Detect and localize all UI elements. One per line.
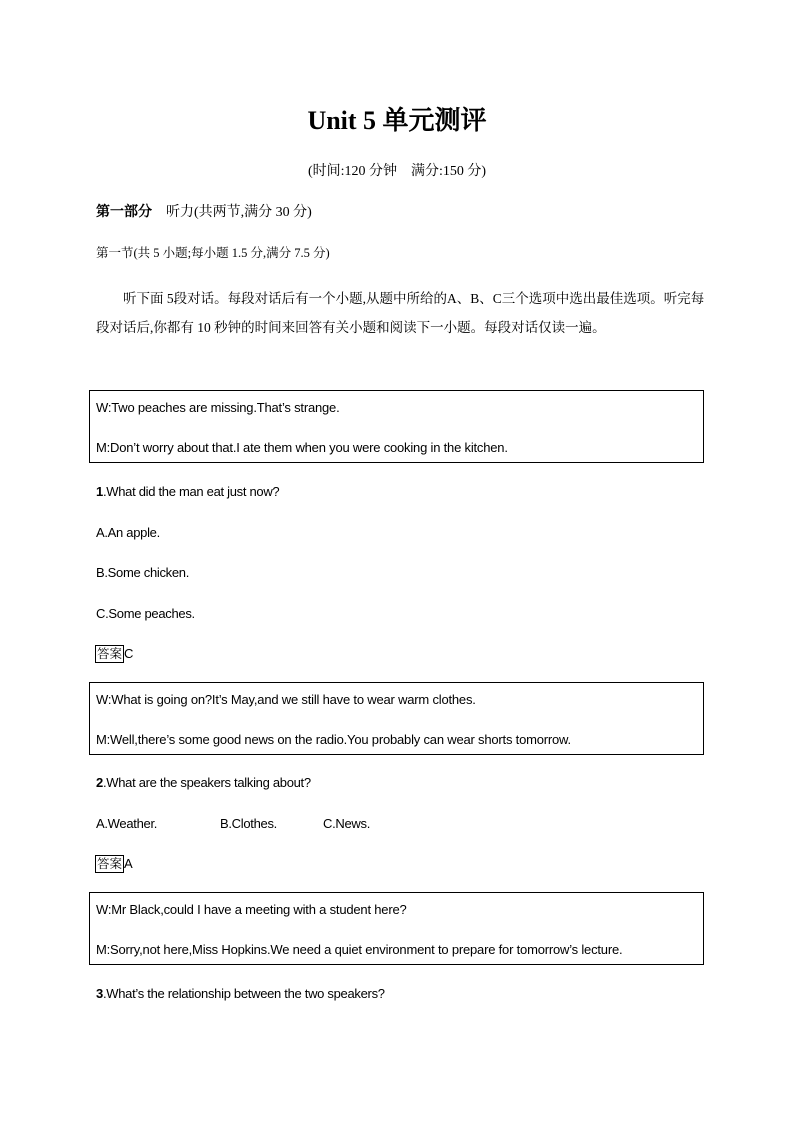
part-heading: [96, 203, 312, 223]
answer-tag: 答案: [97, 856, 123, 871]
answer-value: A: [124, 856, 133, 871]
option-c: C.Some peaches.: [96, 606, 195, 621]
question-text: .What’s the relationship between the two speakers?: [102, 986, 385, 1001]
part-description: 听力(共两节,满分 30 分): [166, 205, 312, 220]
dialogue-line: W:Mr Black,could I have a meeting with a student here?: [96, 902, 407, 917]
instructions: [96, 284, 708, 342]
section-heading: 第一节(共 5 小题;每小题 1.5 分,满分 7.5 分): [96, 246, 330, 260]
dialogue-box-1: [89, 390, 704, 463]
question-2: [96, 774, 311, 792]
dialogue-line: M:Don’t worry about that.I ate them when you were cooking in the kitchen.: [96, 440, 508, 455]
answer-value: C: [124, 646, 134, 661]
question-text: .What did the man eat just now?: [102, 484, 280, 499]
question-number: 3: [96, 986, 103, 1001]
question-1: [96, 483, 279, 501]
question-text: .What are the speakers talking about?: [102, 775, 311, 790]
dialogue-line: W:Two peaches are missing.That’s strange.: [96, 400, 340, 415]
dialogue-line: M:Sorry,not here,Miss Hopkins.We need a quiet environment to prepare for tomorrow’s lecture.: [96, 942, 623, 957]
option-c: C.News.: [323, 816, 371, 831]
option-b: B.Some chicken.: [96, 565, 190, 580]
dialogue-line: M:Well,there’s some good news on the radio.You probably can wear shorts tomorrow.: [96, 732, 571, 747]
question-number: 1: [96, 484, 103, 499]
dialogue-line: W:What is going on?It’s May,and we still have to wear warm clothes.: [96, 692, 476, 707]
page-title: Unit 5 单元测评: [307, 106, 487, 135]
question-3: [96, 985, 385, 1003]
answer-1: [95, 645, 133, 663]
exam-time-score: (时间:120 分钟 满分:150 分): [307, 164, 487, 179]
dialogue-box-2: [89, 682, 704, 755]
answer-tag: 答案: [97, 646, 123, 661]
instructions-text: 听下面 5段对话。每段对话后有一个小题,从题中所给的A、B、C三个选项中选出最佳选项。听完每段对话后,你都有 10 秒钟的时间来回答有关小题和阅读下一小题。每段对话仅读一遍。: [96, 291, 705, 335]
answer-2: [95, 855, 133, 873]
part-label: 第一部分: [96, 205, 152, 220]
option-a: A.An apple.: [96, 525, 160, 540]
dialogue-box-3: [89, 892, 704, 965]
question-number: 2: [96, 775, 103, 790]
option-b: B.Clothes.: [220, 816, 277, 831]
option-a: A.Weather.: [96, 816, 158, 831]
